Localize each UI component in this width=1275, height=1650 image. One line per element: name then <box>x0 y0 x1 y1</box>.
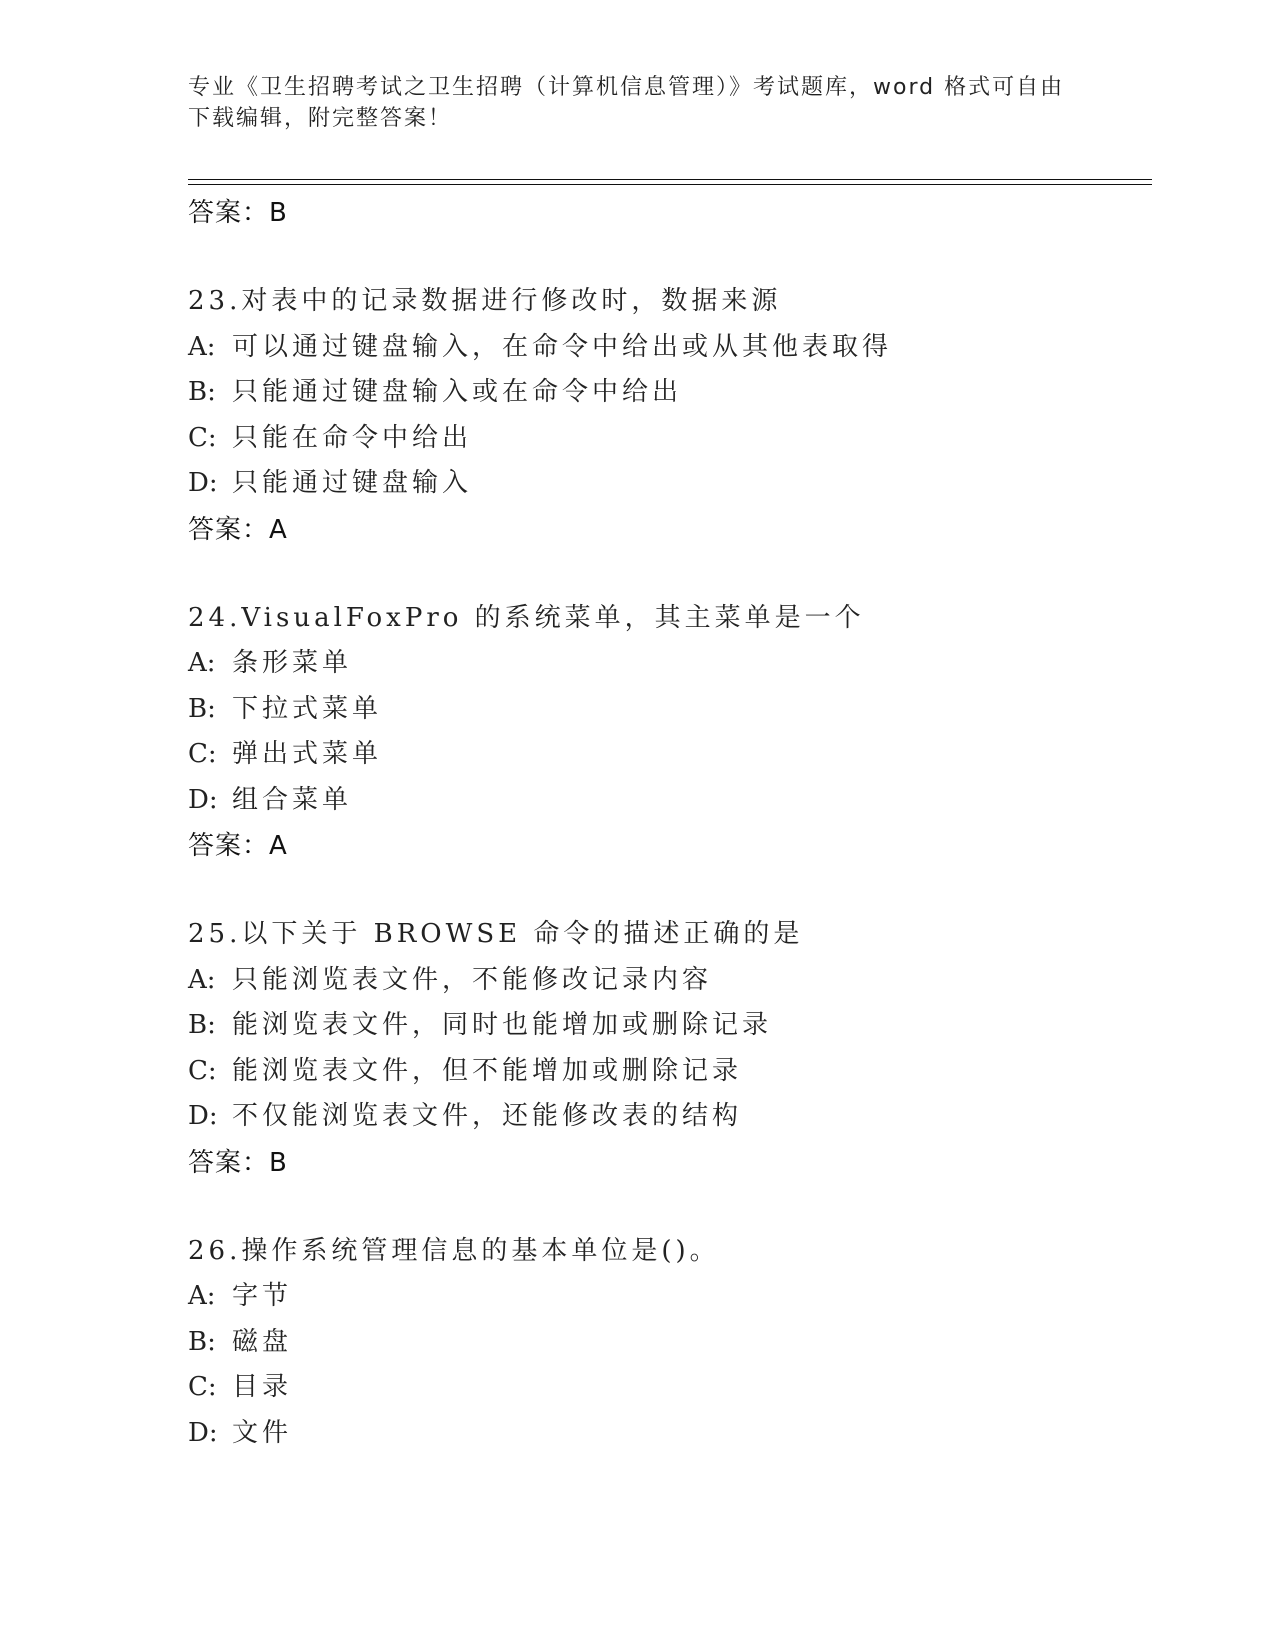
option-key: A: <box>188 1281 216 1311</box>
option-key: C: <box>188 1372 217 1402</box>
question-list <box>188 190 1148 1456</box>
option-text: 只能浏览表文件，不能修改记录内容 <box>232 964 713 995</box>
option-b <box>188 1003 1148 1049</box>
question-text: 23.对表中的记录数据进行修改时，数据来源 <box>188 286 782 316</box>
option-a <box>188 958 1148 1004</box>
option-text: 弹出式菜单 <box>232 739 383 769</box>
header-rule-top <box>188 179 1152 180</box>
option-key: D: <box>188 1417 218 1448</box>
option-key: B: <box>188 1326 216 1357</box>
header-rule-bottom <box>188 184 1152 185</box>
option-text: 磁盘 <box>232 1326 293 1357</box>
question-25 <box>188 912 1148 1186</box>
option-a <box>188 325 1148 371</box>
option-key: A: <box>188 331 216 362</box>
option-text: 下拉式菜单 <box>232 693 383 724</box>
option-c <box>188 1049 1148 1095</box>
option-key: B: <box>188 1010 216 1040</box>
option-key: A: <box>188 648 216 678</box>
question-text: 26.操作系统管理信息的基本单位是()。 <box>188 1235 720 1266</box>
option-text: 只能通过键盘输入或在命令中给出 <box>232 377 683 407</box>
option-text: 组合菜单 <box>232 784 353 815</box>
option-key: B: <box>188 377 216 407</box>
option-a <box>188 641 1148 687</box>
option-b <box>188 370 1148 416</box>
option-d <box>188 1094 1148 1140</box>
option-text: 目录 <box>232 1372 293 1402</box>
option-key: D: <box>188 784 218 815</box>
option-key: A: <box>188 964 216 995</box>
question-text: 25.以下关于 BROWSE 命令的描述正确的是 <box>188 919 804 949</box>
option-c <box>188 416 1148 462</box>
option-text: 能浏览表文件，但不能增加或删除记录 <box>232 1055 743 1086</box>
option-text: 不仅能浏览表文件，还能修改表的结构 <box>232 1101 743 1131</box>
option-d <box>188 461 1148 507</box>
option-c <box>188 732 1148 778</box>
answer-line: 答案：A <box>188 514 288 545</box>
option-key: D: <box>188 468 218 498</box>
question-text: 24.VisualFoxPro 的系统菜单，其主菜单是一个 <box>188 602 865 633</box>
option-a <box>188 1274 1148 1320</box>
option-key: C: <box>188 422 217 453</box>
question-26 <box>188 1229 1148 1457</box>
option-key: D: <box>188 1101 218 1131</box>
option-text: 只能在命令中给出 <box>232 422 473 453</box>
answer-line: 答案：A <box>188 831 288 861</box>
answer-line: 答案：B <box>188 1147 288 1178</box>
question-24 <box>188 596 1148 870</box>
option-text: 能浏览表文件，同时也能增加或删除记录 <box>232 1010 773 1040</box>
option-key: B: <box>188 693 216 724</box>
option-text: 只能通过键盘输入 <box>232 468 473 498</box>
option-key: C: <box>188 1055 217 1086</box>
question-23 <box>188 279 1148 553</box>
option-key: C: <box>188 739 217 769</box>
option-text: 条形菜单 <box>232 648 353 678</box>
option-b <box>188 687 1148 733</box>
option-text: 文件 <box>232 1417 293 1448</box>
option-c <box>188 1365 1148 1411</box>
option-text: 字节 <box>232 1281 293 1311</box>
option-d <box>188 778 1148 824</box>
option-b <box>188 1320 1148 1366</box>
option-d <box>188 1411 1148 1457</box>
page-header: 专业《卫生招聘考试之卫生招聘（计算机信息管理）》考试题库，word 格式可自由下载编辑，附完整答案！ <box>188 75 1065 131</box>
answer-line: 答案：B <box>188 198 288 228</box>
option-text: 可以通过键盘输入，在命令中给出或从其他表取得 <box>232 331 893 362</box>
